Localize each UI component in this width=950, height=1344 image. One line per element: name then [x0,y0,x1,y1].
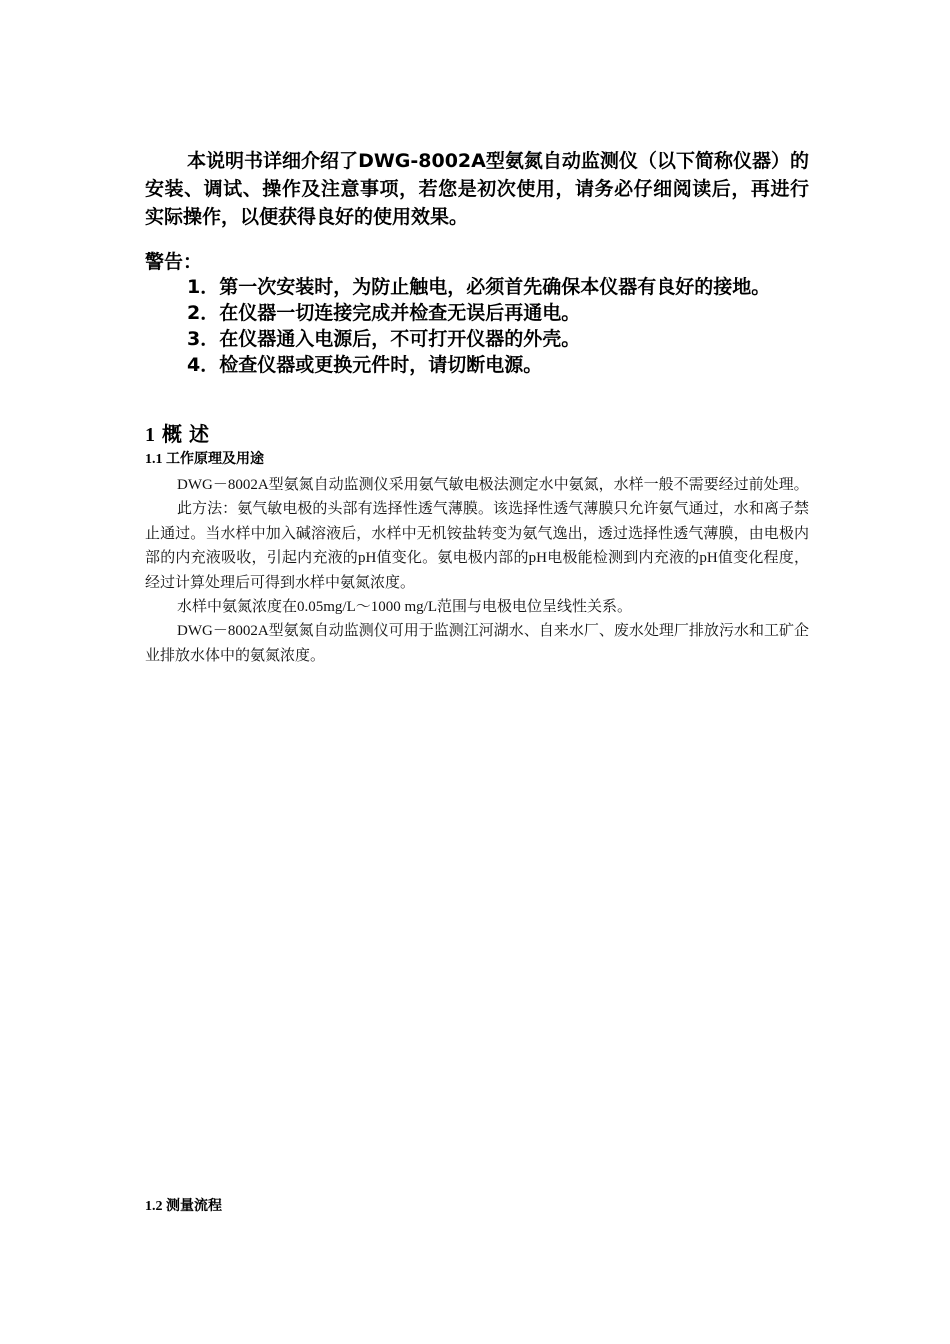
warning-item: 2．在仪器一切连接完成并检查无误后再通电。 [187,302,581,324]
section-body [145,473,809,668]
section-heading: 1 概 述 [145,424,210,446]
body-paragraph: 水样中氨氮浓度在0.05mg/L～1000 mg/L范围与电极电位呈线性关系。 [177,599,632,616]
subsection-heading: 1.1 工作原理及用途 [145,452,264,467]
warning-item: 1．第一次安装时，为防止触电，必须首先确保本仪器有良好的接地。 [187,276,771,298]
warning-title: 警告： [145,251,203,273]
intro-paragraph: 本说明书详细介绍了DWG-8002A型氨氮自动监测仪（以下简称仪器）的安装、调试、操作及注意事项，若您是初次使用，请务必仔细阅读后，再进行实际操作，以便获得良好的使用效果。 [145,150,809,228]
warning-item: 4．检查仪器或更换元件时，请切断电源。 [187,354,543,376]
body-paragraph: DWG－8002A型氨氮自动监测仪采用氨气敏电极法测定水中氨氮，水样一般不需要经过前处理。 [177,477,809,493]
warning-item: 3．在仪器通入电源后，不可打开仪器的外壳。 [187,328,581,350]
warning-list [145,274,809,378]
subsection-heading: 1.2 测量流程 [145,1199,222,1214]
body-paragraph: DWG－8002A型氨氮自动监测仪可用于监测江河湖水、自来水厂、废水处理厂排放污水和工矿企业排放水体中的氨氮浓度。 [145,623,809,664]
body-paragraph: 此方法：氨气敏电极的头部有选择性透气薄膜。该选择性透气薄膜只允许氨气通过，水和离子禁止通过。当水样中加入碱溶液后，水样中无机铵盐转变为氨气逸出，透过选择性透气薄膜，由电极内部的内充液吸收，引起内充液的pH值变化。氨电极内部的pH电极能检测到内充液的pH值变化程度，经过计算处理后可得到水样中氨氮浓度。 [145,501,809,591]
